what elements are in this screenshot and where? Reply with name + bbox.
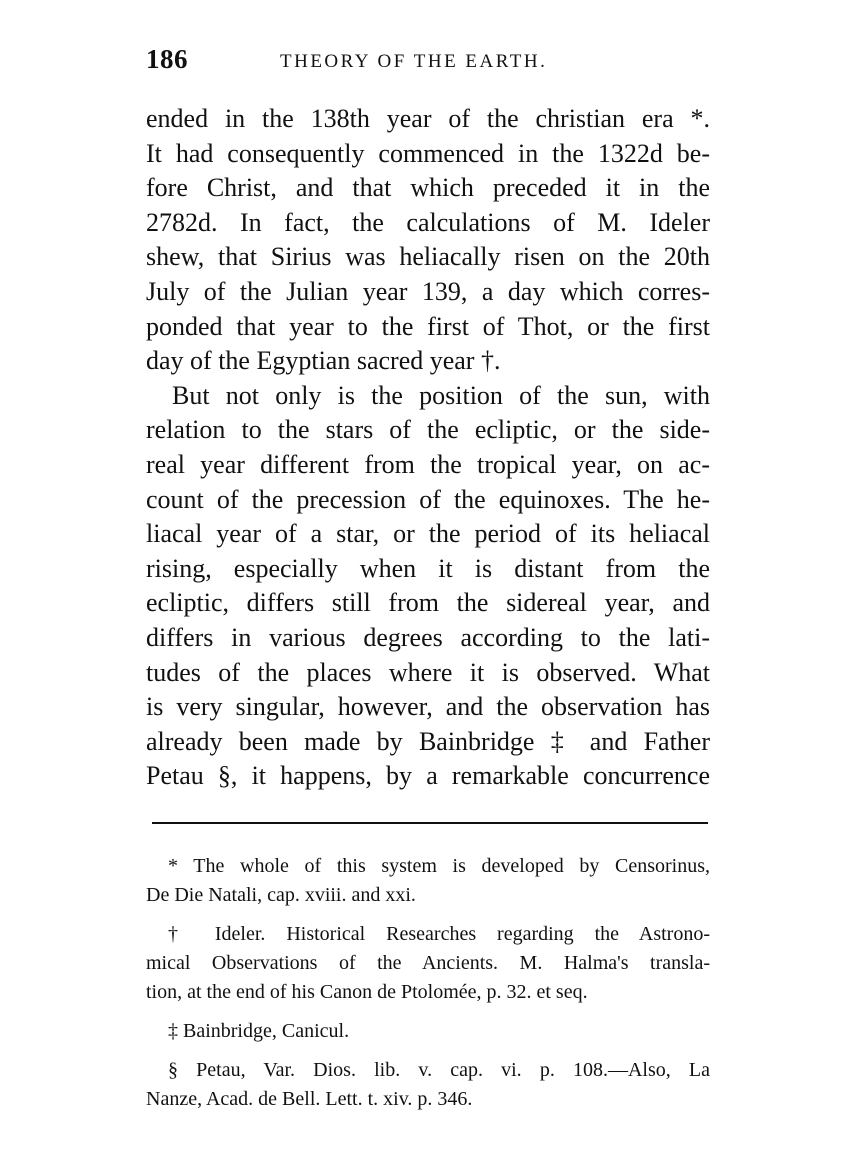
text-line: real year different from the tropical year, on ac-	[146, 449, 710, 479]
footnote-dagger	[146, 920, 710, 1007]
text-line: ended in the 138th year of the christian era *.	[146, 104, 710, 133]
text-line: It had consequently commenced in the 1322d be-	[146, 138, 710, 168]
text-line: count of the precession of the equinoxes. The he-	[146, 484, 710, 514]
page-header	[146, 44, 710, 80]
footnote-line: mical Observations of the Ancients. M. Halma's transla-	[146, 952, 710, 974]
text-line: Petau §, it happens, by a remarkable concurrence	[146, 761, 710, 791]
footnote-divider	[152, 822, 708, 824]
footnote-line: tion, at the end of his Canon de Ptolomée, p. 32. et seq.	[146, 981, 588, 1003]
footnote-asterisk	[146, 852, 710, 910]
text-line: tudes of the places where it is observed. What	[146, 657, 710, 687]
footnote-line: * The whole of this system is developed by Censorinus,	[168, 855, 710, 877]
footnotes	[146, 852, 710, 1124]
footnote-line: Nanze, Acad. de Bell. Lett. t. xiv. p. 346.	[146, 1088, 473, 1110]
main-text	[146, 102, 710, 794]
text-line: 2782d. In fact, the calculations of M. Ideler	[146, 207, 710, 237]
text-line: ponded that year to the first of Thot, or the first	[146, 311, 710, 341]
text-line: relation to the stars of the ecliptic, or the side-	[146, 415, 710, 445]
text-line: fore Christ, and that which preceded it in the	[146, 173, 710, 203]
text-line: rising, especially when it is distant from the	[146, 553, 710, 583]
text-line: ecliptic, differs still from the sidereal year, and	[146, 588, 710, 618]
text-line: liacal year of a star, or the period of its heliacal	[146, 519, 710, 549]
footnote-section	[146, 1056, 710, 1114]
text-line: But not only is the position of the sun, with	[172, 380, 710, 410]
footnote-double-dagger	[146, 1017, 710, 1046]
text-line: day of the Egyptian sacred year †.	[146, 346, 501, 376]
text-line: July of the Julian year 139, a day which corres-	[146, 276, 710, 306]
text-line: already been made by Bainbridge ‡ and Father	[146, 726, 710, 756]
text-line: shew, that Sirius was heliacally risen on the 20th	[146, 242, 710, 272]
text-line: differs in various degrees according to the lati-	[146, 622, 710, 652]
footnote-line: De Die Natali, cap. xviii. and xxi.	[146, 884, 416, 906]
footnote-line: § Petau, Var. Dios. lib. v. cap. vi. p. 108.—Also, La	[168, 1059, 710, 1081]
text-line: is very singular, however, and the observation has	[146, 692, 710, 722]
footnote-line: ‡ Bainbridge, Canicul.	[168, 1020, 350, 1042]
footnote-line: † Ideler. Historical Researches regarding the Astrono-	[168, 923, 710, 945]
page-number: 186	[146, 44, 188, 74]
running-title: THEORY OF THE EARTH.	[280, 51, 548, 72]
